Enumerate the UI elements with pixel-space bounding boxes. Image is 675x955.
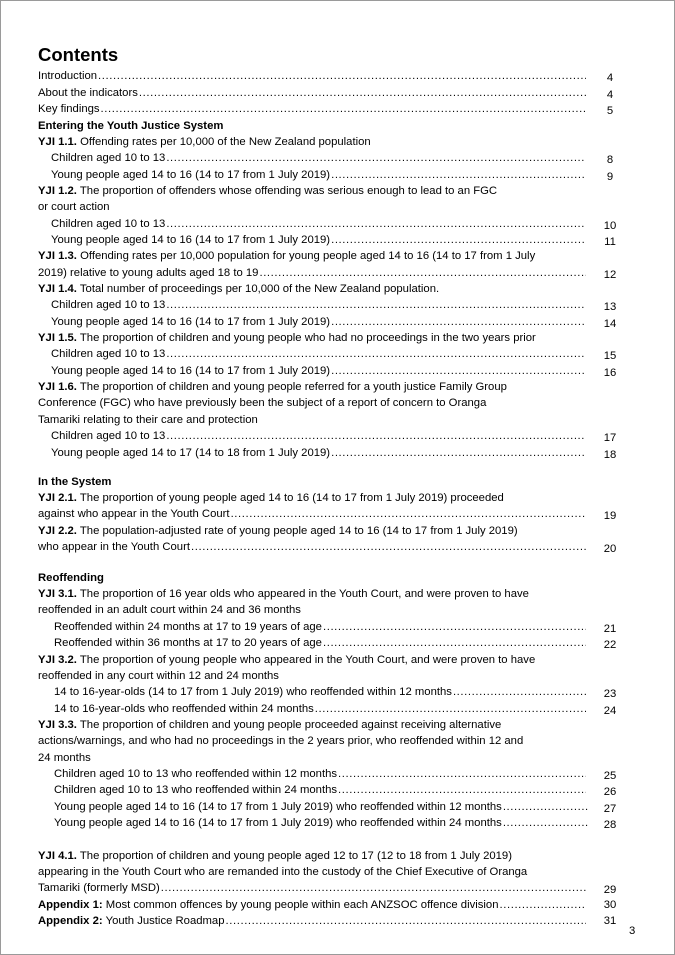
indicator-text-continued: Conference (FGC) who have previously been the subject of a report of concern to Oranga — [38, 397, 487, 409]
toc-entry[interactable]: Young people aged 14 to 16 (14 to 17 from 1 July 2019) who reoffended within 12 months ..... — [54, 799, 589, 815]
toc-page-number: 21 — [603, 623, 617, 635]
toc-page-number: 24 — [603, 705, 617, 717]
toc-page-number: 5 — [606, 105, 614, 117]
toc-entry-key-findings[interactable]: Key findings ..... — [38, 101, 586, 117]
toc-entry[interactable]: Children aged 10 to 13 who reoffended within 12 months ..... — [54, 766, 586, 782]
toc-entry[interactable]: Young people aged 14 to 16 (14 to 17 from 1 July 2019) ..... — [51, 314, 586, 330]
toc-entry-appendix-1[interactable]: Appendix 1: Most common offences by young people within each ANZSOC offence division ..... — [38, 897, 586, 913]
section-heading-reoffending: Reoffending — [38, 572, 104, 584]
toc-entry[interactable]: Reoffended within 24 months at 17 to 19 years of age ..... — [54, 619, 586, 635]
toc-entry[interactable]: Reoffended within 36 months at 17 to 20 years of age ..... — [54, 635, 586, 651]
toc-page-number: 9 — [606, 171, 614, 183]
indicator-yji-3-1: YJI 3.1. The proportion of 16 year olds who appeared in the Youth Court, and were proven to have — [38, 588, 529, 600]
indicator-yji-2-1: YJI 2.1. The proportion of young people aged 14 to 16 (14 to 17 from 1 July 2019) proceeded — [38, 492, 504, 504]
toc-page-number: 28 — [603, 819, 617, 831]
toc-page-number: 4 — [606, 72, 614, 84]
section-heading-system: In the System — [38, 476, 112, 488]
toc-entry[interactable]: Children aged 10 to 13 who reoffended within 24 months ..... — [54, 782, 586, 798]
page-title: Contents — [38, 44, 119, 65]
toc-entry[interactable]: Young people aged 14 to 16 (14 to 17 from 1 July 2019) who reoffended within 24 months ..... — [54, 815, 589, 831]
toc-page-number: 18 — [603, 449, 617, 461]
indicator-yji-3-2: YJI 3.2. The proportion of young people who appeared in the Youth Court, and were proven to have — [38, 654, 536, 666]
toc-entry-appendix-2[interactable]: Appendix 2: Youth Justice Roadmap ..... — [38, 913, 586, 929]
indicator-yji-1-6: YJI 1.6. The proportion of children and young people referred for a youth justice Family Group — [38, 381, 507, 393]
toc-entry[interactable]: Young people aged 14 to 16 (14 to 17 from 1 July 2019) ..... — [51, 167, 586, 183]
toc-entry[interactable]: Children aged 10 to 13 ..... — [51, 297, 586, 313]
toc-page-number: 30 — [603, 899, 617, 911]
indicator-yji-1-4: YJI 1.4. Total number of proceedings per 10,000 of the New Zealand population. — [38, 283, 440, 295]
indicator-text-continued: Tamariki relating to their care and protection — [38, 414, 258, 426]
toc-page-number: 16 — [603, 367, 617, 379]
toc-page-number: 20 — [603, 543, 617, 555]
toc-entry-about-indicators[interactable]: About the indicators ..... — [38, 85, 586, 101]
indicator-text-continued: reoffended in any court within 12 and 24 months — [38, 670, 279, 682]
toc-entry[interactable]: Children aged 10 to 13 ..... — [51, 216, 586, 232]
toc-page-number: 19 — [603, 510, 617, 522]
toc-entry[interactable]: 14 to 16-year-olds (14 to 17 from 1 July 2019) who reoffended within 12 months ..... — [54, 684, 586, 700]
toc-page-number: 31 — [603, 915, 617, 927]
toc-page-number: 26 — [603, 786, 617, 798]
toc-entry[interactable]: Young people aged 14 to 17 (14 to 18 from 1 July 2019) ..... — [51, 445, 586, 461]
indicator-yji-4-1: YJI 4.1. The proportion of children and young people aged 12 to 17 (12 to 18 from 1 July 2019) — [38, 850, 512, 862]
indicator-text-continued: 24 months — [38, 752, 91, 764]
toc-entry[interactable]: Young people aged 14 to 16 (14 to 17 from 1 July 2019) ..... — [51, 363, 586, 379]
toc-entry[interactable]: against who appear in the Youth Court ..... — [38, 506, 586, 522]
toc-page-number: 4 — [606, 89, 614, 101]
toc-page-number: 14 — [603, 318, 617, 330]
toc-page-number: 8 — [606, 154, 614, 166]
toc-entry-introduction[interactable]: Introduction ..... — [38, 68, 586, 84]
page-number: 3 — [629, 925, 636, 937]
toc-page-number: 25 — [603, 770, 617, 782]
toc-entry[interactable]: Children aged 10 to 13 ..... — [51, 428, 586, 444]
toc-page-number: 17 — [603, 432, 617, 444]
indicator-text-continued: or court action — [38, 201, 110, 213]
toc-page-number: 11 — [604, 236, 616, 248]
indicator-yji-1-1: YJI 1.1. Offending rates per 10,000 of the New Zealand population — [38, 136, 371, 148]
indicator-yji-2-2: YJI 2.2. The population-adjusted rate of young people aged 14 to 16 (14 to 17 from 1 July 2019) — [38, 525, 518, 537]
toc-page-number: 15 — [603, 350, 617, 362]
toc-entry[interactable]: Children aged 10 to 13 ..... — [51, 150, 586, 166]
toc-page-number: 22 — [603, 639, 617, 651]
toc-entry[interactable]: who appear in the Youth Court ..... — [38, 539, 586, 555]
toc-page-number: 13 — [603, 301, 617, 313]
indicator-text-continued: reoffended in an adult court within 24 and 36 months — [38, 604, 301, 616]
toc-entry[interactable]: 2019) relative to young adults aged 18 to 19 ..... — [38, 265, 586, 281]
indicator-yji-1-5: YJI 1.5. The proportion of children and young people who had no proceedings in the two years prior — [38, 332, 536, 344]
indicator-yji-3-3: YJI 3.3. The proportion of children and young people proceeded against receiving alternative — [38, 719, 502, 731]
toc-entry[interactable]: Young people aged 14 to 16 (14 to 17 from 1 July 2019) ..... — [51, 232, 586, 248]
toc-page-number: 12 — [603, 269, 617, 281]
toc-page-number: 27 — [603, 803, 617, 815]
indicator-yji-1-3: YJI 1.3. Offending rates per 10,000 population for young people aged 14 to 16 (14 to 17 from 1 July — [38, 250, 536, 262]
toc-entry[interactable]: Tamariki (formerly MSD) ..... — [38, 880, 586, 896]
toc-page-number: 10 — [603, 220, 617, 232]
toc-entry[interactable]: Children aged 10 to 13 ..... — [51, 346, 586, 362]
indicator-text-continued: actions/warnings, and who had no proceedings in the 2 years prior, who reoffended within 12 and — [38, 735, 524, 747]
indicator-yji-1-2: YJI 1.2. The proportion of offenders whose offending was serious enough to lead to an FGC — [38, 185, 498, 197]
toc-entry[interactable]: 14 to 16-year-olds who reoffended within 24 months ..... — [54, 701, 586, 717]
section-heading-entering: Entering the Youth Justice System — [38, 120, 224, 132]
indicator-text-continued: appearing in the Youth Court who are remanded into the custody of the Chief Executive of Oranga — [38, 866, 528, 878]
toc-page-number: 23 — [603, 688, 617, 700]
toc-page-number: 29 — [603, 884, 617, 896]
